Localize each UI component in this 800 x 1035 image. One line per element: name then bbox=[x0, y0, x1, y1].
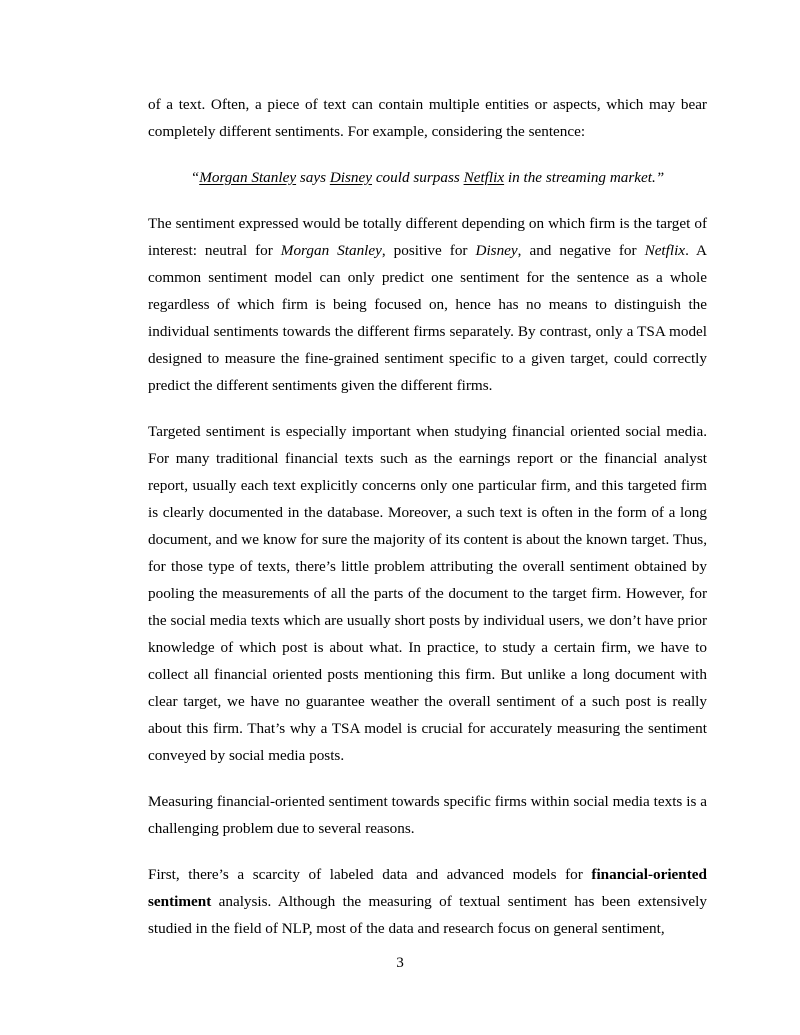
p5-text-c: analysis. Although the measuring of textual sentiment has been extensively studied in the field of NLP, most of the data and research focus on general sentiment, bbox=[148, 893, 707, 937]
example-sentence bbox=[148, 164, 707, 191]
p2-italic-netflix: Netflix bbox=[644, 242, 686, 259]
page-number: 3 bbox=[396, 954, 404, 971]
p2-text-a: The sentiment expressed would be totally different depending on which firm is the target of interest: neutral for bbox=[148, 215, 707, 259]
p2-text-c: , positive for bbox=[381, 242, 476, 259]
quote-text-says: says bbox=[296, 169, 330, 186]
paragraph-sentiment-targets bbox=[148, 210, 707, 399]
p2-italic-disney: Disney bbox=[475, 242, 518, 259]
paragraph-scarcity bbox=[148, 861, 707, 942]
paragraph-continuation: of a text. Often, a piece of text can contain multiple entities or aspects, which may bear completely different sentiments. For example, considering the sentence: bbox=[148, 96, 707, 140]
document-body bbox=[148, 91, 707, 961]
quote-text-end: in the streaming market.” bbox=[504, 169, 665, 186]
p2-text-g: . A common sentiment model can only predict one sentiment for the sentence as a whole regardless of which firm is being focused on, hence has no means to distinguish the individual sentiments towards the different firms separately. By contrast, only a TSA model designed to measure the fine-grained sentiment specific to a given target, could correctly predict the different sentiments given the different firms. bbox=[148, 242, 707, 394]
entity-netflix: Netflix bbox=[463, 169, 505, 186]
entity-morgan-stanley: Morgan Stanley bbox=[199, 169, 297, 186]
p2-italic-morgan-stanley: Morgan Stanley bbox=[280, 242, 382, 259]
paragraph-challenges-intro: Measuring financial-oriented sentiment towards specific firms within social media texts is a challenging problem due to several reasons. bbox=[148, 793, 707, 837]
paragraph-targeted-sentiment: Targeted sentiment is especially important when studying financial oriented social media. For many traditional financial texts such as the earnings report or the financial analyst report, usually each text explicitly concerns only one particular firm, and this targeted firm is clearly documented in the database. Moreover, a such text is often in the form of a long document, and we know for sure the majority of its content is about the known target. Thus, for those type of texts, there’s little problem attributing the overall sentiment obtained by pooling the measurements of all the parts of the document to the target firm. However, for the social media texts which are usually short posts by individual users, we don’t have prior knowledge of which post is about what. In practice, to study a certain firm, we have to collect all financial oriented posts mentioning this firm. But unlike a long document with clear target, we have no guarantee weather the overall sentiment of a such post is really about this firm. That’s why a TSA model is crucial for accurately measuring the sentiment conveyed by social media posts. bbox=[148, 423, 707, 764]
p5-bold-term: financial-oriented sentiment bbox=[148, 866, 707, 910]
quote-open: “ bbox=[190, 169, 200, 186]
entity-disney: Disney bbox=[329, 169, 373, 186]
quote-text-could: could surpass bbox=[372, 169, 464, 186]
p2-text-e: , and negative for bbox=[517, 242, 645, 259]
p5-text-a: First, there’s a scarcity of labeled data and advanced models for bbox=[148, 866, 592, 883]
